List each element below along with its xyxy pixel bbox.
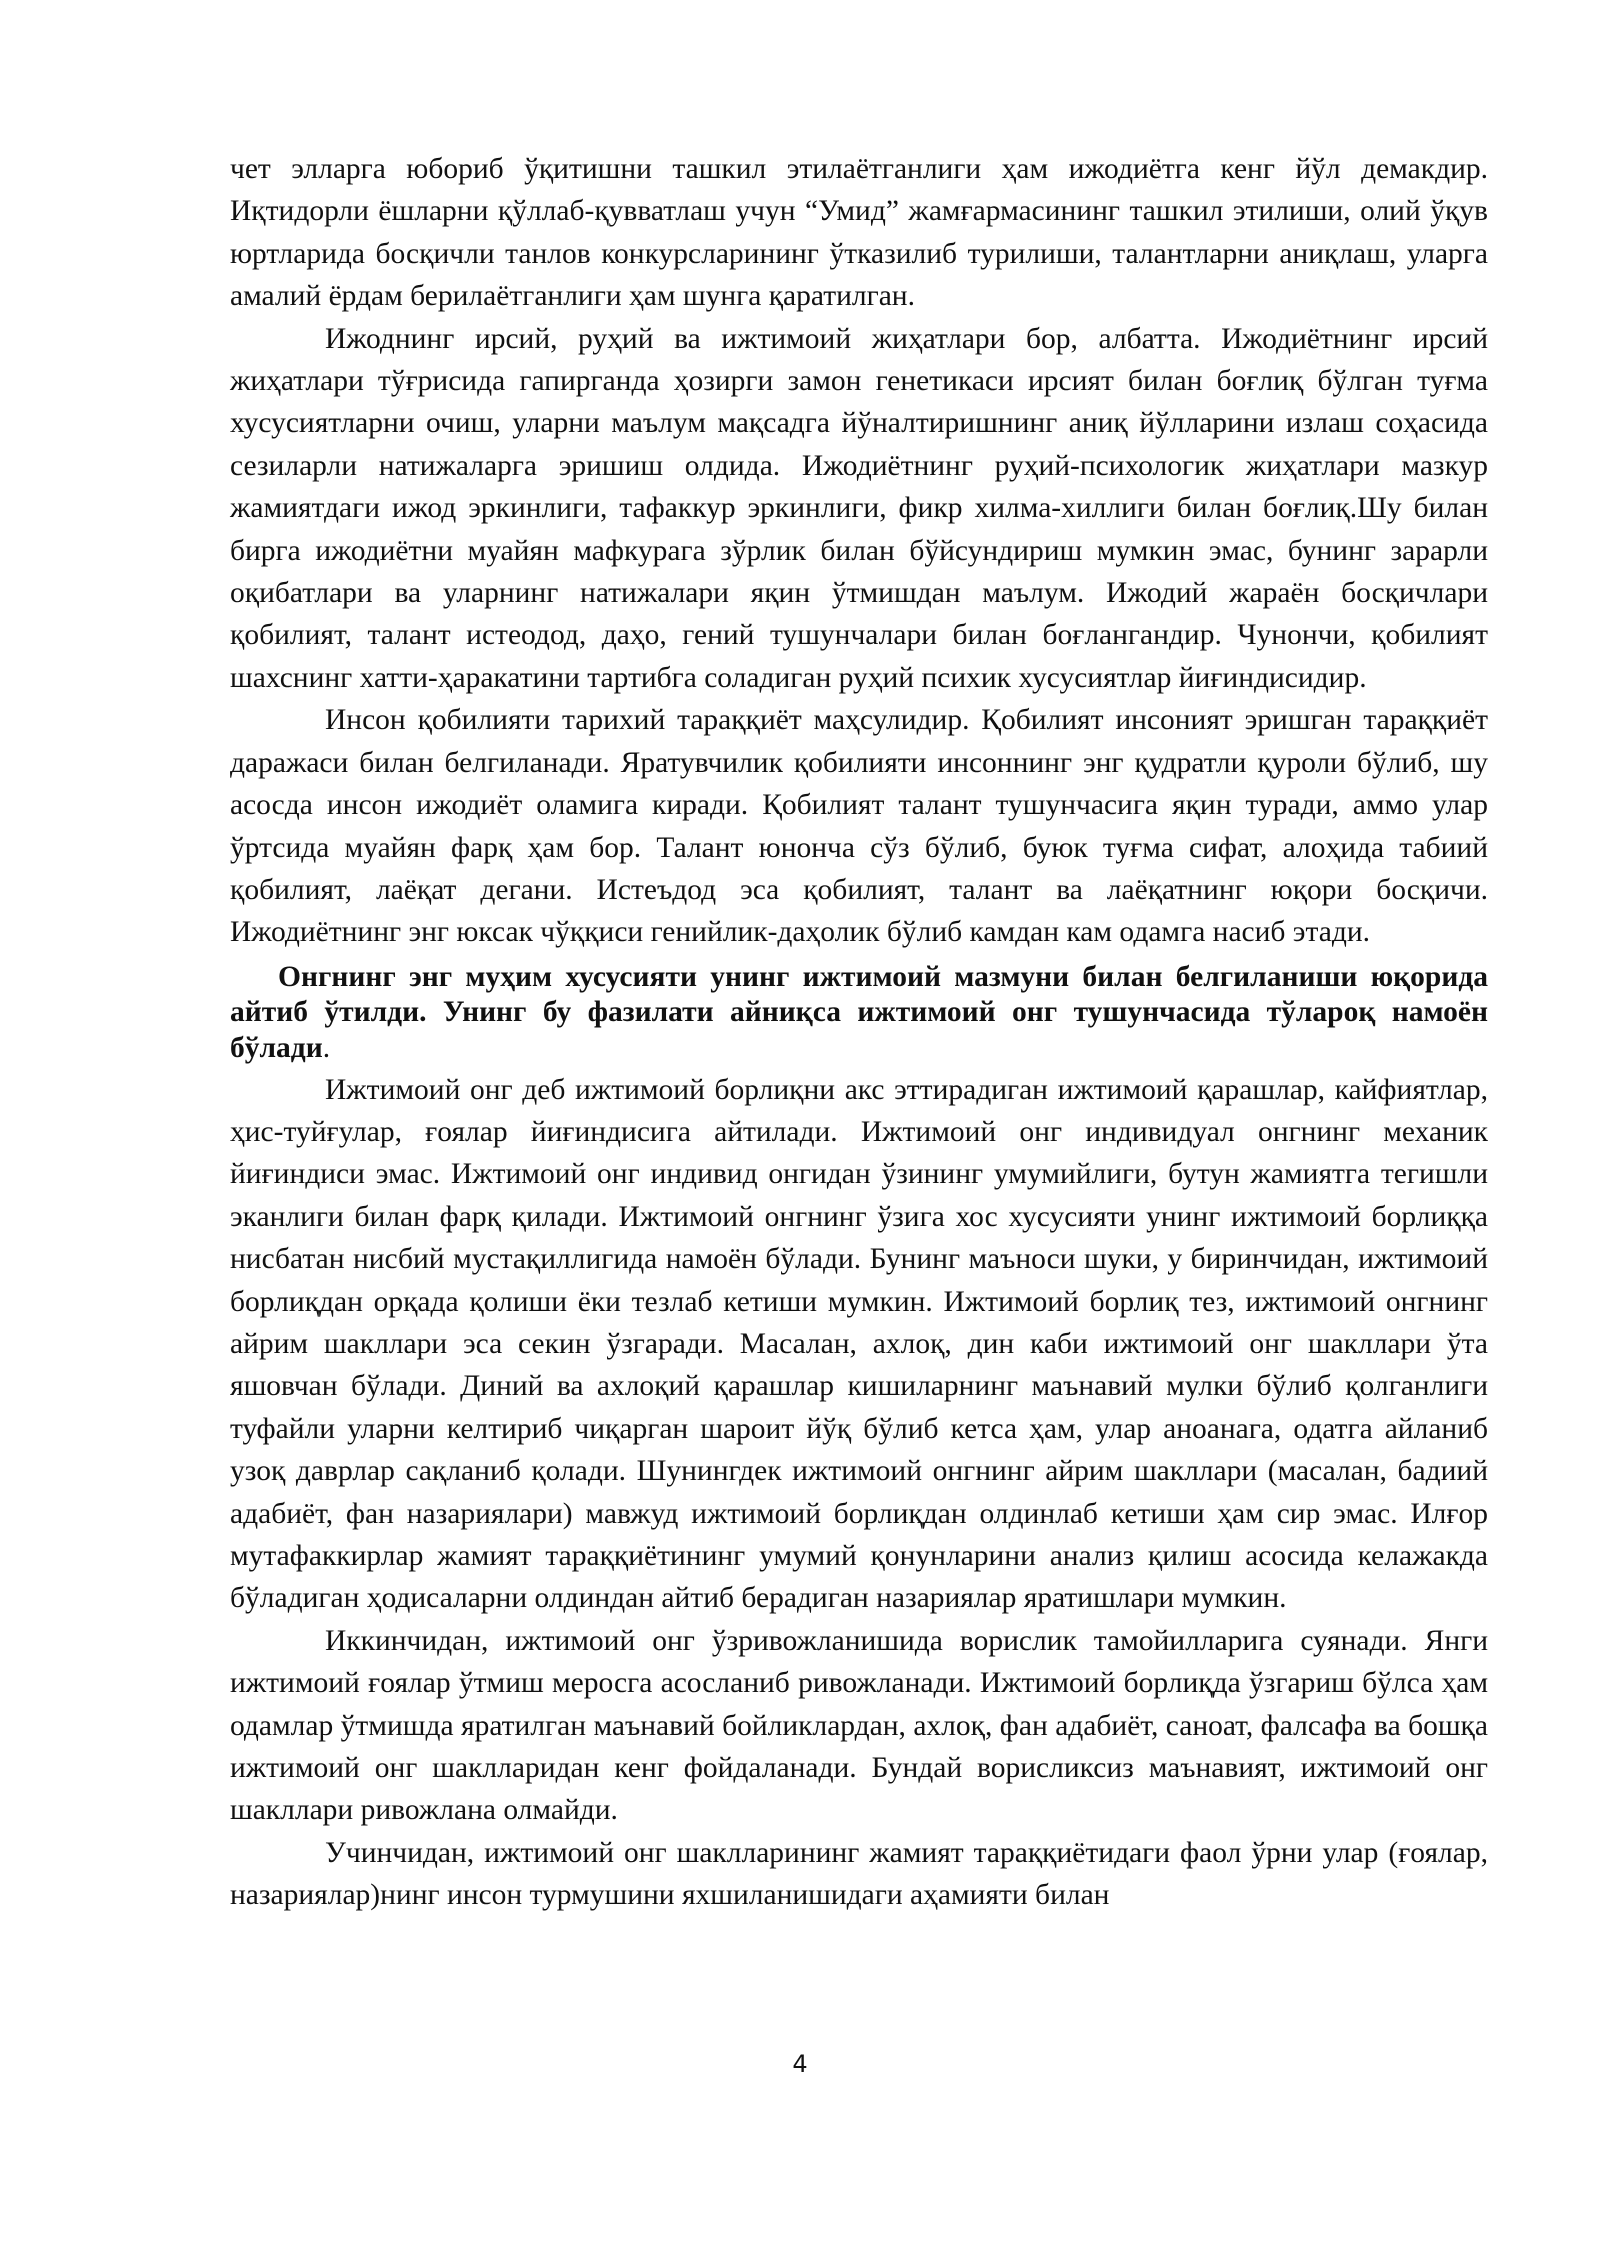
section-heading-bold: Онгнинг энг муҳим хусусияти унинг ижтимоий мазмуни билан белгиланиши юқорида айтиб ўтилди. Унинг бу фазилати айниқса ижтимоий онг тушунчасида тўларoқ намоён бўлади (230, 960, 1488, 1064)
paragraph-4: Ижтимоий онг деб ижтимоий борлиқни акс эттирадиган ижтимоий қарашлар, кайфиятлар, ҳис-туйғулар, ғоялар йиғиндисига айтилади. Ижтимоий онг индивидуал онгнинг механик йиғиндиси эмас. Ижтимоий онг индивид онгидан ўзининг умумийлиги, бутун жамиятга тегишли эканлиги билан фарқ қилади. Ижтимоий онгнинг ўзига хос хусусияти унинг ижтимоий борлиққа нисбатан нисбий мустақиллигида намоён бўлади. Бунинг маъноси шуки, у биринчидан, ижтимоий борлиқдан орқада қолиши ёки тезлаб кетиши мумкин. Ижтимоий борлиқ тез, ижтимоий онгнинг айрим шакллари эса секин ўзгаради. Масалан, ахлоқ, дин каби ижтимоий онг шакллари ўта яшовчан бўлади. Диний ва ахлоқий қарашлар кишиларнинг маънавий мулки бўлиб қолганлиги туфайли уларни келтириб чиқарган шароит йўқ бўлиб кетса ҳам, улар аноанага, одатга айланиб узоқ даврлар сақланиб қолади. Шунингдек ижтимоий онгнинг айрим шакллари (масалан, бадиий адабиёт, фан назариялари) мавжуд ижтимоий борлиқдан олдинлаб кетиши ҳам сир эмас. Илғор мутафаккирлар жамият тараққиётининг умумий қонунларини анализ қилиш асосида келажакда бўладиган ҳодисаларни олдиндан айтиб берадиган назариялар яратишлари мумкин. (230, 1073, 1488, 1615)
section-heading (230, 960, 1488, 1067)
page-number: 4 (792, 2050, 808, 2078)
paragraph-2: Ижоднинг ирсий, руҳий ва ижтимоий жиҳатлари бор, албатта. Ижодиётнинг ирсий жиҳатлари тўғрисида гапирганда ҳозирги замон генетикаси ирсият билан боғлиқ бўлган туғма хусусиятларни очиш, уларни маълум мақсадга йўналтиришнинг аниқ йўлларини излаш соҳасида сезиларли натижаларга эришиш олдида. Ижодиётнинг руҳий-психологик жиҳатлари мазкур жамиятдаги ижод эркинлиги, тафаккур эркинлиги, фикр хилма-хиллиги билан боғлиқ.Шу билан бирга ижодиётни муайян мафкурага зўрлик билан бўйсундириш мумкин эмас, бунинг зарарли оқибатлари ва уларнинг натижалари яқин ўтмишдан маълум. Ижодий жараён босқичлари қобилият, талант истеодод, даҳо, гений тушунчалари билан боғлангандир. Чунончи, қобилият шахснинг хатти-ҳаракатини тартибга соладиган руҳий психик хусусиятлар йиғиндисидир. (230, 322, 1488, 694)
paragraph-1: чет элларга юбориб ўқитишни ташкил этилаётганлиги ҳам ижодиётга кенг йўл демакдир. Иқтидорли ёшларни қўллаб-қувватлаш учун “Умид” жамғармасининг ташкил этилиши, олий ўқув юртларида босқичли танлов конкурсларининг ўтказилиб турилиши, талантларни аниқлаш, уларга амалий ёрдам берилаётганлиги ҳам шунга қаратилган. (230, 153, 1488, 313)
section-heading-tail: . (322, 1031, 331, 1064)
paragraph-6: Учинчидан, ижтимоий онг шаклларининг жамият тараққиётидаги фаол ўрни улар (ғоялар, назариялар)нинг инсон турмушини яхшиланишидаги аҳамияти билан (230, 1836, 1488, 1912)
paragraph-3: Инсон қобилияти тарихий тараққиёт маҳсулидир. Қобилият инсоният эришган тараққиёт даражаси билан белгиланади. Яратувчилик қобилияти инсоннинг энг қудратли қуроли бўлиб, шу асосда инсон ижодиёт оламига киради. Қобилият талант тушунчасига яқин туради, аммо улар ўртсида муайян фарқ ҳам бор. Талант юнонча сўз бўлиб, буюк туғма сифат, алоҳида табиий қобилият, лаёқат дегани. Истеъдод эса қобилият, талант ва лаёқатнинг юқори босқичи. Ижодиётнинг энг юксак чўққиси генийлик-даҳолик бўлиб камдан кам одамга насиб этади. (230, 704, 1488, 949)
document-body (230, 148, 1488, 1917)
paragraph-5: Иккинчидан, ижтимоий онг ўзривожланишида ворислик тамойилларига суянади. Янги ижтимоий ғоялар ўтмиш меросга асосланиб ривожланади. Ижтимоий борлиқда ўзгариш бўлса ҳам одамлар ўтмишда яратилган маънавий бойликлардан, ахлоқ, фан адабиёт, саноат, фалсафа ва бошқа ижтимоий онг шаклларидан кенг фойдаланади. Бундай ворисликсиз маънавият, ижтимоий онг шакллари ривожлана олмайди. (230, 1624, 1488, 1827)
